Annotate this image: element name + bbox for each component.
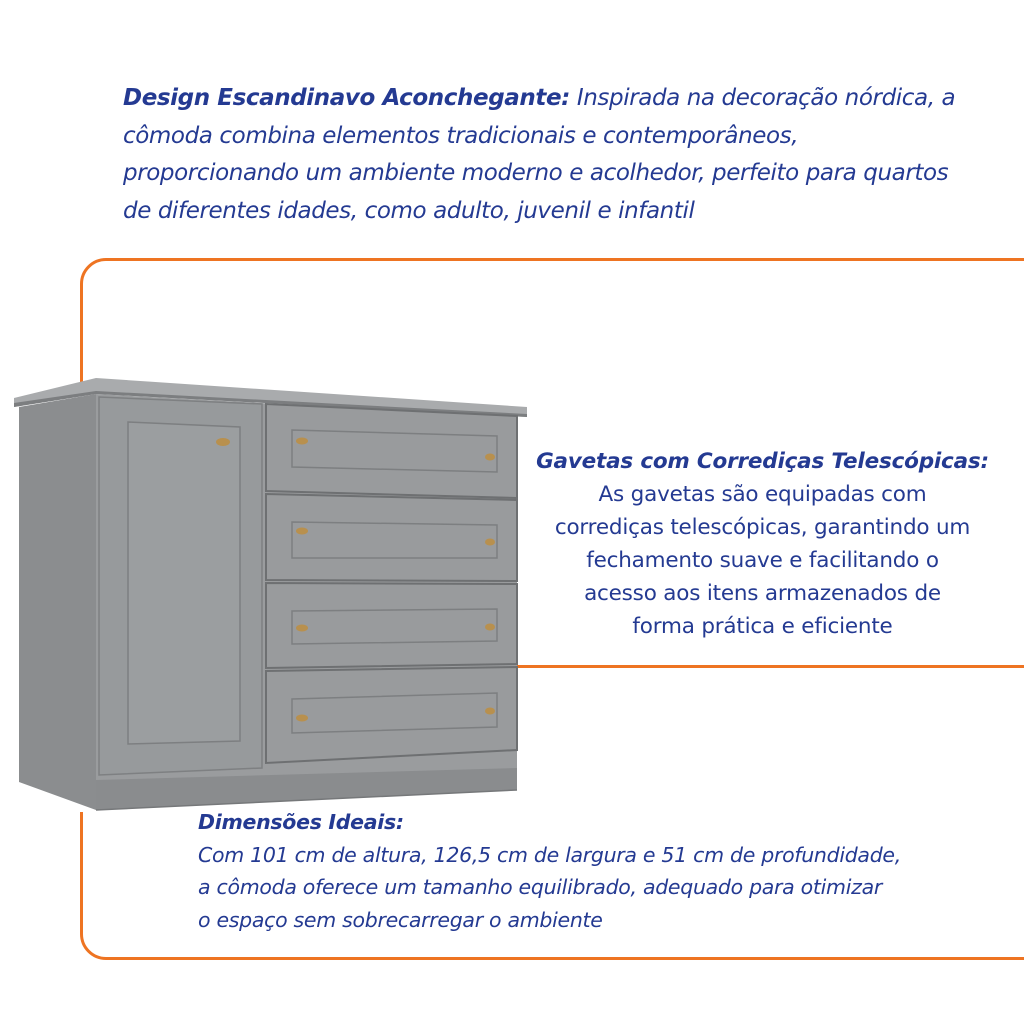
door-panel <box>128 422 240 744</box>
dimensions-line-1: Com 101 cm de altura, 126,5 cm de largura e 51 cm de profundidade, <box>198 842 901 867</box>
drawers-feature-heading: Gavetas com Corrediças Telescópicas: <box>536 449 989 474</box>
dimensions-heading: Dimensões Ideais: <box>198 810 404 834</box>
door-handle <box>216 438 230 446</box>
dresser-side <box>19 394 96 810</box>
drawer-1-handle-left <box>296 438 308 445</box>
drawer-4-handle-left <box>296 715 308 722</box>
orange-divider <box>505 665 1024 668</box>
intro-body-line-4: de diferentes idades, como adulto, juvenil e infantil <box>123 197 695 224</box>
drawer-4 <box>266 667 517 763</box>
intro-body-line-1: Inspirada na decoração nórdica, a <box>569 85 956 111</box>
drawers-feature-line-5: forma prática e eficiente <box>632 614 893 639</box>
drawers-feature-line-3: fechamento suave e facilitando o <box>586 548 939 573</box>
drawer-3-handle-left <box>296 625 308 632</box>
drawer-1 <box>266 404 517 498</box>
drawer-1-handle-right <box>485 454 495 461</box>
drawer-2-handle-right <box>485 539 495 546</box>
drawers-feature-line-4: acesso aos itens armazenados de <box>584 581 941 606</box>
intro-heading: Design Escandinavo Aconchegante: <box>123 85 570 111</box>
intro-body-line-3: proporcionando um ambiente moderno e acolhedor, perfeito para quartos <box>123 160 949 186</box>
intro-paragraph <box>123 80 1013 230</box>
drawer-3-handle-right <box>485 624 495 631</box>
drawer-2 <box>266 494 517 581</box>
intro-body-line-2: cômoda combina elementos tradicionais e contemporâneos, <box>123 122 799 149</box>
dimensions-line-2: a cômoda oferece um tamanho equilibrado, adequado para otimizar <box>198 875 882 899</box>
dresser-image <box>10 370 535 815</box>
dimensions-line-3: o espaço sem sobrecarregar o ambiente <box>198 907 603 932</box>
drawers-feature <box>530 445 995 643</box>
drawers-feature-line-2: corrediças telescópicas, garantindo um <box>554 515 971 540</box>
drawers-feature-line-1: As gavetas são equipadas com <box>598 482 927 507</box>
drawer-3 <box>266 583 517 668</box>
drawer-2-handle-left <box>296 528 308 535</box>
dimensions-feature <box>198 806 988 936</box>
drawer-4-handle-right <box>485 708 495 715</box>
